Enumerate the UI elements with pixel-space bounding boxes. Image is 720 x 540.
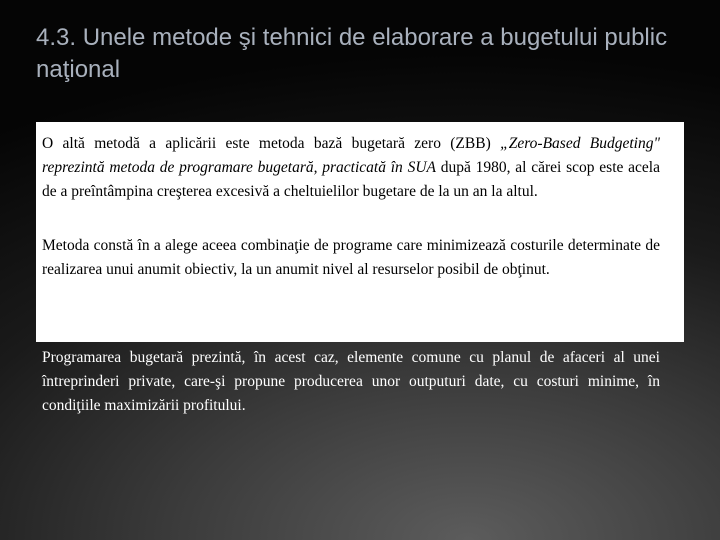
paragraph-programming: Programarea bugetară prezintă, în acest caz, elemente comune cu planul de afaceri al unei întreprinderi private, care-şi propune producerea unor outputuri date, cu costuri minime, în condiţiile maximizării profitului. <box>42 349 660 414</box>
paragraph-zbb-rest: după 1980, al cărei scop este acela de a preîntâmpina creşterea excesivă a cheltuielilor bugetare de la un an la altul. <box>42 159 660 200</box>
slide-title: 4.3. Unele metode şi tehnici de elaborare a bugetului public naţional <box>36 24 668 83</box>
paragraph-zbb <box>42 132 660 204</box>
paragraph-zbb-intro: O altă metodă a aplicării este metoda bază bugetară zero (ZBB) <box>42 135 501 152</box>
paragraph-zbb-italic: „Zero-Based Budgeting" reprezintă metoda de programare bugetară, practicată în SUA <box>42 135 660 176</box>
paragraph-method: Metoda constă în a alege aceea combinaţie de programe care minimizează costurile determinate de realizarea unui anumit obiectiv, la un anumit nivel al resurselor posibil de obţinut. <box>42 237 660 278</box>
